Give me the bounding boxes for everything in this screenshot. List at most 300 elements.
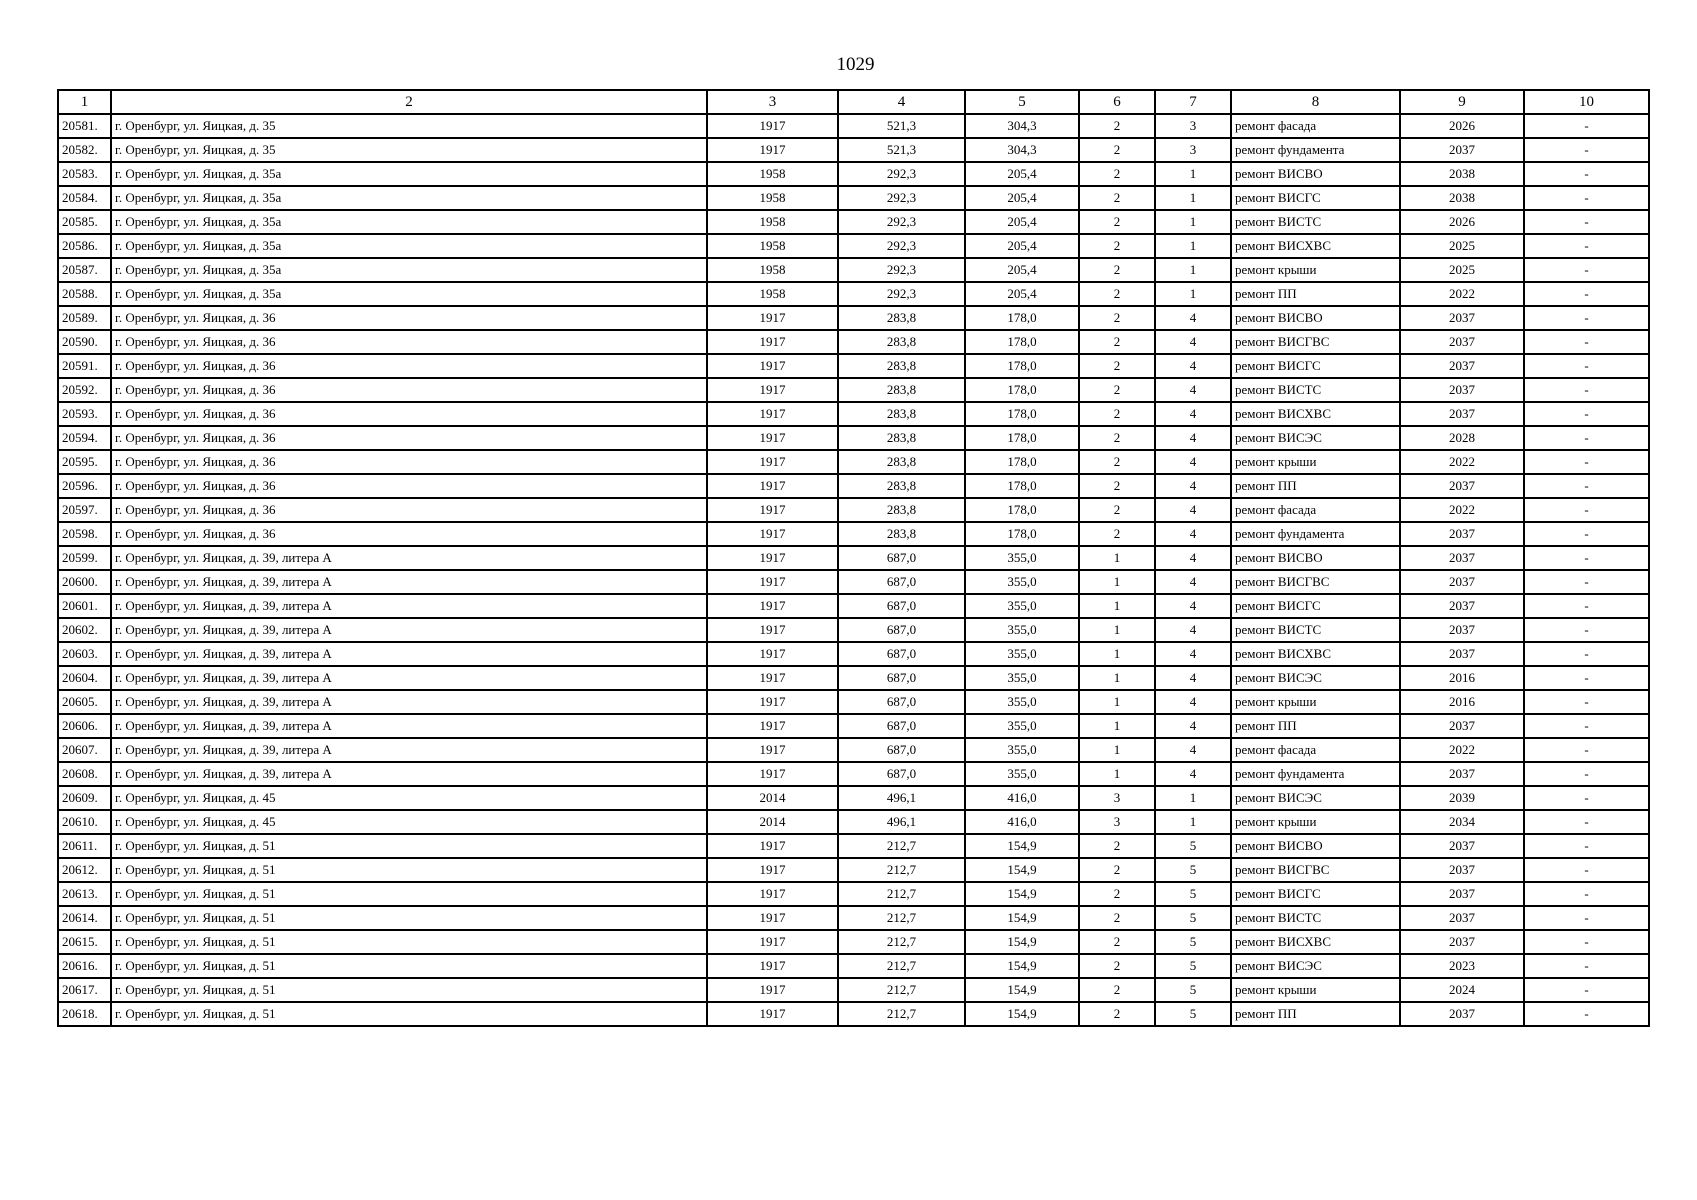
cell-total-area: 292,3 — [838, 282, 965, 306]
cell-residents: 4 — [1155, 618, 1231, 642]
cell-year-built: 2014 — [707, 810, 838, 834]
table-row — [58, 954, 1649, 978]
cell-address: г. Оренбург, ул. Яицкая, д. 39, литера А — [111, 690, 707, 714]
column-header-10: 10 — [1524, 90, 1649, 114]
cell-total-area: 687,0 — [838, 666, 965, 690]
cell-year-built: 1917 — [707, 642, 838, 666]
cell-total-area: 292,3 — [838, 162, 965, 186]
column-header-2: 2 — [111, 90, 707, 114]
cell-planned-year: 2037 — [1400, 858, 1524, 882]
cell-planned-year: 2037 — [1400, 306, 1524, 330]
cell-living-area: 205,4 — [965, 234, 1079, 258]
cell-planned-year: 2037 — [1400, 930, 1524, 954]
cell-year-built: 1917 — [707, 594, 838, 618]
cell-floors: 2 — [1079, 426, 1155, 450]
table-row — [58, 354, 1649, 378]
cell-floors: 2 — [1079, 162, 1155, 186]
cell-living-area: 355,0 — [965, 546, 1079, 570]
cell-floors: 2 — [1079, 354, 1155, 378]
cell-residents: 4 — [1155, 474, 1231, 498]
table-row — [58, 306, 1649, 330]
cell-work-type: ремонт крыши — [1231, 690, 1400, 714]
cell-total-area: 521,3 — [838, 138, 965, 162]
cell-planned-year: 2034 — [1400, 810, 1524, 834]
cell-living-area: 154,9 — [965, 930, 1079, 954]
table-row — [58, 786, 1649, 810]
cell-address: г. Оренбург, ул. Яицкая, д. 39, литера А — [111, 762, 707, 786]
cell-row-number: 20593. — [58, 402, 111, 426]
cell-address: г. Оренбург, ул. Яицкая, д. 36 — [111, 474, 707, 498]
cell-living-area: 154,9 — [965, 1002, 1079, 1026]
cell-floors: 2 — [1079, 138, 1155, 162]
table-row — [58, 810, 1649, 834]
cell-planned-year: 2037 — [1400, 138, 1524, 162]
table-row — [58, 258, 1649, 282]
table-row — [58, 378, 1649, 402]
cell-total-area: 212,7 — [838, 858, 965, 882]
cell-planned-year: 2037 — [1400, 834, 1524, 858]
cell-address: г. Оренбург, ул. Яицкая, д. 45 — [111, 810, 707, 834]
cell-total-area: 687,0 — [838, 570, 965, 594]
cell-total-area: 283,8 — [838, 306, 965, 330]
table-row — [58, 498, 1649, 522]
header-row — [58, 90, 1649, 114]
cell-row-number: 20610. — [58, 810, 111, 834]
cell-work-type: ремонт ВИСГС — [1231, 186, 1400, 210]
table-row — [58, 330, 1649, 354]
cell-year-built: 1917 — [707, 618, 838, 642]
cell-floors: 3 — [1079, 810, 1155, 834]
column-header-7: 7 — [1155, 90, 1231, 114]
cell-living-area: 154,9 — [965, 834, 1079, 858]
table-row — [58, 642, 1649, 666]
cell-row-number: 20604. — [58, 666, 111, 690]
cell-work-type: ремонт фасада — [1231, 498, 1400, 522]
cell-total-area: 283,8 — [838, 522, 965, 546]
table-row — [58, 618, 1649, 642]
table-row — [58, 714, 1649, 738]
table-row — [58, 474, 1649, 498]
table-body — [58, 114, 1649, 1026]
cell-floors: 2 — [1079, 402, 1155, 426]
cell-row-number: 20616. — [58, 954, 111, 978]
cell-note: - — [1524, 930, 1649, 954]
cell-floors: 1 — [1079, 690, 1155, 714]
cell-note: - — [1524, 690, 1649, 714]
cell-total-area: 521,3 — [838, 114, 965, 138]
cell-note: - — [1524, 354, 1649, 378]
cell-residents: 1 — [1155, 786, 1231, 810]
cell-living-area: 205,4 — [965, 210, 1079, 234]
cell-row-number: 20606. — [58, 714, 111, 738]
cell-address: г. Оренбург, ул. Яицкая, д. 36 — [111, 426, 707, 450]
cell-row-number: 20601. — [58, 594, 111, 618]
cell-residents: 5 — [1155, 906, 1231, 930]
table-row — [58, 210, 1649, 234]
cell-year-built: 1917 — [707, 474, 838, 498]
cell-note: - — [1524, 546, 1649, 570]
cell-row-number: 20614. — [58, 906, 111, 930]
cell-note: - — [1524, 378, 1649, 402]
table-row — [58, 570, 1649, 594]
cell-row-number: 20587. — [58, 258, 111, 282]
cell-living-area: 178,0 — [965, 354, 1079, 378]
table-row — [58, 978, 1649, 1002]
cell-floors: 1 — [1079, 738, 1155, 762]
cell-note: - — [1524, 450, 1649, 474]
cell-planned-year: 2016 — [1400, 666, 1524, 690]
cell-work-type: ремонт ВИСГС — [1231, 594, 1400, 618]
cell-row-number: 20617. — [58, 978, 111, 1002]
cell-total-area: 212,7 — [838, 906, 965, 930]
cell-residents: 4 — [1155, 498, 1231, 522]
cell-total-area: 687,0 — [838, 642, 965, 666]
cell-year-built: 1917 — [707, 354, 838, 378]
cell-residents: 4 — [1155, 642, 1231, 666]
cell-work-type: ремонт ПП — [1231, 1002, 1400, 1026]
cell-planned-year: 2037 — [1400, 762, 1524, 786]
cell-total-area: 283,8 — [838, 498, 965, 522]
cell-note: - — [1524, 786, 1649, 810]
cell-note: - — [1524, 738, 1649, 762]
cell-living-area: 355,0 — [965, 738, 1079, 762]
table-row — [58, 138, 1649, 162]
cell-note: - — [1524, 282, 1649, 306]
cell-address: г. Оренбург, ул. Яицкая, д. 36 — [111, 522, 707, 546]
cell-living-area: 205,4 — [965, 258, 1079, 282]
cell-work-type: ремонт ВИСХВС — [1231, 930, 1400, 954]
cell-floors: 2 — [1079, 282, 1155, 306]
cell-residents: 1 — [1155, 258, 1231, 282]
cell-planned-year: 2025 — [1400, 258, 1524, 282]
cell-residents: 4 — [1155, 306, 1231, 330]
cell-note: - — [1524, 882, 1649, 906]
cell-floors: 2 — [1079, 978, 1155, 1002]
table-row — [58, 450, 1649, 474]
cell-note: - — [1524, 954, 1649, 978]
cell-residents: 3 — [1155, 138, 1231, 162]
cell-total-area: 283,8 — [838, 426, 965, 450]
cell-living-area: 304,3 — [965, 114, 1079, 138]
cell-residents: 4 — [1155, 426, 1231, 450]
cell-year-built: 1917 — [707, 522, 838, 546]
cell-work-type: ремонт ВИСЭС — [1231, 954, 1400, 978]
cell-year-built: 1917 — [707, 954, 838, 978]
cell-row-number: 20581. — [58, 114, 111, 138]
cell-row-number: 20586. — [58, 234, 111, 258]
cell-living-area: 355,0 — [965, 618, 1079, 642]
cell-work-type: ремонт ВИСГС — [1231, 354, 1400, 378]
cell-planned-year: 2024 — [1400, 978, 1524, 1002]
cell-residents: 3 — [1155, 114, 1231, 138]
cell-address: г. Оренбург, ул. Яицкая, д. 39, литера А — [111, 618, 707, 642]
cell-floors: 2 — [1079, 474, 1155, 498]
cell-address: г. Оренбург, ул. Яицкая, д. 39, литера А — [111, 738, 707, 762]
cell-planned-year: 2037 — [1400, 546, 1524, 570]
cell-planned-year: 2037 — [1400, 330, 1524, 354]
cell-total-area: 292,3 — [838, 186, 965, 210]
table-row — [58, 882, 1649, 906]
cell-year-built: 1917 — [707, 738, 838, 762]
cell-row-number: 20582. — [58, 138, 111, 162]
cell-row-number: 20597. — [58, 498, 111, 522]
cell-year-built: 1917 — [707, 570, 838, 594]
cell-address: г. Оренбург, ул. Яицкая, д. 35 — [111, 114, 707, 138]
cell-address: г. Оренбург, ул. Яицкая, д. 36 — [111, 450, 707, 474]
cell-living-area: 178,0 — [965, 498, 1079, 522]
cell-floors: 2 — [1079, 954, 1155, 978]
table-row — [58, 234, 1649, 258]
cell-living-area: 178,0 — [965, 330, 1079, 354]
cell-year-built: 1917 — [707, 882, 838, 906]
cell-address: г. Оренбург, ул. Яицкая, д. 39, литера А — [111, 594, 707, 618]
cell-address: г. Оренбург, ул. Яицкая, д. 51 — [111, 978, 707, 1002]
cell-row-number: 20618. — [58, 1002, 111, 1026]
cell-note: - — [1524, 258, 1649, 282]
cell-living-area: 416,0 — [965, 786, 1079, 810]
cell-year-built: 1958 — [707, 210, 838, 234]
table-row — [58, 114, 1649, 138]
cell-planned-year: 2037 — [1400, 378, 1524, 402]
cell-address: г. Оренбург, ул. Яицкая, д. 36 — [111, 306, 707, 330]
table-row — [58, 594, 1649, 618]
cell-year-built: 1917 — [707, 498, 838, 522]
cell-work-type: ремонт ПП — [1231, 474, 1400, 498]
cell-floors: 1 — [1079, 762, 1155, 786]
cell-total-area: 283,8 — [838, 330, 965, 354]
cell-residents: 4 — [1155, 570, 1231, 594]
cell-residents: 5 — [1155, 954, 1231, 978]
cell-address: г. Оренбург, ул. Яицкая, д. 39, литера А — [111, 570, 707, 594]
cell-row-number: 20588. — [58, 282, 111, 306]
cell-note: - — [1524, 426, 1649, 450]
cell-note: - — [1524, 1002, 1649, 1026]
cell-floors: 2 — [1079, 834, 1155, 858]
cell-residents: 1 — [1155, 186, 1231, 210]
cell-address: г. Оренбург, ул. Яицкая, д. 51 — [111, 882, 707, 906]
cell-floors: 2 — [1079, 258, 1155, 282]
column-header-9: 9 — [1400, 90, 1524, 114]
cell-year-built: 1958 — [707, 186, 838, 210]
cell-floors: 1 — [1079, 546, 1155, 570]
cell-planned-year: 2037 — [1400, 618, 1524, 642]
register-table — [57, 89, 1650, 1027]
cell-floors: 2 — [1079, 378, 1155, 402]
cell-living-area: 355,0 — [965, 714, 1079, 738]
cell-row-number: 20607. — [58, 738, 111, 762]
cell-address: г. Оренбург, ул. Яицкая, д. 45 — [111, 786, 707, 810]
cell-floors: 1 — [1079, 642, 1155, 666]
cell-floors: 2 — [1079, 186, 1155, 210]
cell-note: - — [1524, 234, 1649, 258]
cell-address: г. Оренбург, ул. Яицкая, д. 39, литера А — [111, 714, 707, 738]
cell-residents: 4 — [1155, 522, 1231, 546]
cell-floors: 1 — [1079, 618, 1155, 642]
cell-year-built: 1917 — [707, 450, 838, 474]
cell-work-type: ремонт ПП — [1231, 714, 1400, 738]
cell-living-area: 355,0 — [965, 594, 1079, 618]
cell-note: - — [1524, 810, 1649, 834]
cell-living-area: 205,4 — [965, 186, 1079, 210]
cell-address: г. Оренбург, ул. Яицкая, д. 39, литера А — [111, 642, 707, 666]
cell-total-area: 687,0 — [838, 762, 965, 786]
cell-planned-year: 2037 — [1400, 594, 1524, 618]
cell-note: - — [1524, 186, 1649, 210]
table-row — [58, 1002, 1649, 1026]
cell-living-area: 416,0 — [965, 810, 1079, 834]
table-row — [58, 186, 1649, 210]
cell-floors: 2 — [1079, 1002, 1155, 1026]
cell-work-type: ремонт ВИСГВС — [1231, 570, 1400, 594]
cell-total-area: 212,7 — [838, 930, 965, 954]
cell-row-number: 20611. — [58, 834, 111, 858]
cell-total-area: 283,8 — [838, 450, 965, 474]
column-header-5: 5 — [965, 90, 1079, 114]
cell-note: - — [1524, 570, 1649, 594]
cell-total-area: 687,0 — [838, 714, 965, 738]
cell-planned-year: 2037 — [1400, 1002, 1524, 1026]
cell-floors: 1 — [1079, 594, 1155, 618]
cell-address: г. Оренбург, ул. Яицкая, д. 35а — [111, 258, 707, 282]
table-row — [58, 930, 1649, 954]
cell-address: г. Оренбург, ул. Яицкая, д. 39, литера А — [111, 546, 707, 570]
cell-floors: 2 — [1079, 882, 1155, 906]
cell-floors: 2 — [1079, 858, 1155, 882]
table-row — [58, 906, 1649, 930]
cell-floors: 2 — [1079, 522, 1155, 546]
cell-total-area: 212,7 — [838, 978, 965, 1002]
cell-note: - — [1524, 714, 1649, 738]
cell-floors: 2 — [1079, 450, 1155, 474]
cell-residents: 1 — [1155, 210, 1231, 234]
cell-work-type: ремонт фундамента — [1231, 138, 1400, 162]
cell-year-built: 1917 — [707, 306, 838, 330]
cell-residents: 4 — [1155, 762, 1231, 786]
cell-row-number: 20589. — [58, 306, 111, 330]
cell-total-area: 283,8 — [838, 354, 965, 378]
page-number: 1029 — [836, 54, 875, 75]
cell-total-area: 687,0 — [838, 618, 965, 642]
cell-work-type: ремонт ВИСТС — [1231, 378, 1400, 402]
cell-address: г. Оренбург, ул. Яицкая, д. 35а — [111, 282, 707, 306]
cell-row-number: 20598. — [58, 522, 111, 546]
cell-note: - — [1524, 474, 1649, 498]
cell-living-area: 304,3 — [965, 138, 1079, 162]
cell-row-number: 20595. — [58, 450, 111, 474]
cell-residents: 4 — [1155, 402, 1231, 426]
cell-floors: 3 — [1079, 786, 1155, 810]
table-row — [58, 690, 1649, 714]
cell-year-built: 1917 — [707, 690, 838, 714]
cell-row-number: 20585. — [58, 210, 111, 234]
column-header-8: 8 — [1231, 90, 1400, 114]
cell-floors: 1 — [1079, 570, 1155, 594]
cell-work-type: ремонт ВИСГС — [1231, 882, 1400, 906]
cell-address: г. Оренбург, ул. Яицкая, д. 36 — [111, 330, 707, 354]
cell-note: - — [1524, 906, 1649, 930]
table-row — [58, 762, 1649, 786]
cell-work-type: ремонт ВИСТС — [1231, 210, 1400, 234]
cell-total-area: 496,1 — [838, 810, 965, 834]
column-header-6: 6 — [1079, 90, 1155, 114]
cell-floors: 2 — [1079, 306, 1155, 330]
cell-planned-year: 2037 — [1400, 474, 1524, 498]
cell-year-built: 1917 — [707, 138, 838, 162]
cell-work-type: ремонт крыши — [1231, 978, 1400, 1002]
cell-note: - — [1524, 114, 1649, 138]
cell-living-area: 355,0 — [965, 570, 1079, 594]
cell-note: - — [1524, 210, 1649, 234]
cell-note: - — [1524, 138, 1649, 162]
cell-residents: 4 — [1155, 378, 1231, 402]
cell-address: г. Оренбург, ул. Яицкая, д. 35 — [111, 138, 707, 162]
cell-planned-year: 2037 — [1400, 570, 1524, 594]
cell-residents: 4 — [1155, 714, 1231, 738]
cell-year-built: 1958 — [707, 282, 838, 306]
cell-work-type: ремонт ВИСТС — [1231, 618, 1400, 642]
cell-living-area: 355,0 — [965, 690, 1079, 714]
cell-planned-year: 2022 — [1400, 282, 1524, 306]
cell-residents: 4 — [1155, 666, 1231, 690]
table-row — [58, 282, 1649, 306]
cell-total-area: 292,3 — [838, 258, 965, 282]
cell-year-built: 1917 — [707, 906, 838, 930]
cell-total-area: 212,7 — [838, 1002, 965, 1026]
column-header-4: 4 — [838, 90, 965, 114]
cell-work-type: ремонт ПП — [1231, 282, 1400, 306]
cell-total-area: 687,0 — [838, 690, 965, 714]
cell-row-number: 20596. — [58, 474, 111, 498]
cell-row-number: 20591. — [58, 354, 111, 378]
cell-year-built: 1917 — [707, 930, 838, 954]
cell-work-type: ремонт крыши — [1231, 258, 1400, 282]
cell-row-number: 20600. — [58, 570, 111, 594]
cell-work-type: ремонт фасада — [1231, 114, 1400, 138]
cell-living-area: 205,4 — [965, 162, 1079, 186]
cell-note: - — [1524, 306, 1649, 330]
cell-floors: 2 — [1079, 930, 1155, 954]
cell-address: г. Оренбург, ул. Яицкая, д. 36 — [111, 378, 707, 402]
cell-residents: 5 — [1155, 930, 1231, 954]
cell-work-type: ремонт ВИСЭС — [1231, 786, 1400, 810]
cell-residents: 1 — [1155, 810, 1231, 834]
cell-floors: 1 — [1079, 666, 1155, 690]
cell-row-number: 20594. — [58, 426, 111, 450]
cell-row-number: 20583. — [58, 162, 111, 186]
cell-residents: 4 — [1155, 330, 1231, 354]
column-header-3: 3 — [707, 90, 838, 114]
cell-planned-year: 2038 — [1400, 162, 1524, 186]
cell-living-area: 178,0 — [965, 474, 1079, 498]
cell-address: г. Оренбург, ул. Яицкая, д. 51 — [111, 930, 707, 954]
cell-note: - — [1524, 858, 1649, 882]
cell-note: - — [1524, 402, 1649, 426]
cell-total-area: 212,7 — [838, 882, 965, 906]
cell-work-type: ремонт ВИСЭС — [1231, 666, 1400, 690]
cell-row-number: 20599. — [58, 546, 111, 570]
cell-residents: 5 — [1155, 834, 1231, 858]
cell-note: - — [1524, 330, 1649, 354]
cell-work-type: ремонт ВИСВО — [1231, 162, 1400, 186]
table-row — [58, 162, 1649, 186]
cell-floors: 2 — [1079, 234, 1155, 258]
cell-total-area: 283,8 — [838, 474, 965, 498]
cell-planned-year: 2037 — [1400, 522, 1524, 546]
cell-note: - — [1524, 762, 1649, 786]
cell-residents: 4 — [1155, 738, 1231, 762]
cell-work-type: ремонт ВИСТС — [1231, 906, 1400, 930]
cell-planned-year: 2026 — [1400, 114, 1524, 138]
